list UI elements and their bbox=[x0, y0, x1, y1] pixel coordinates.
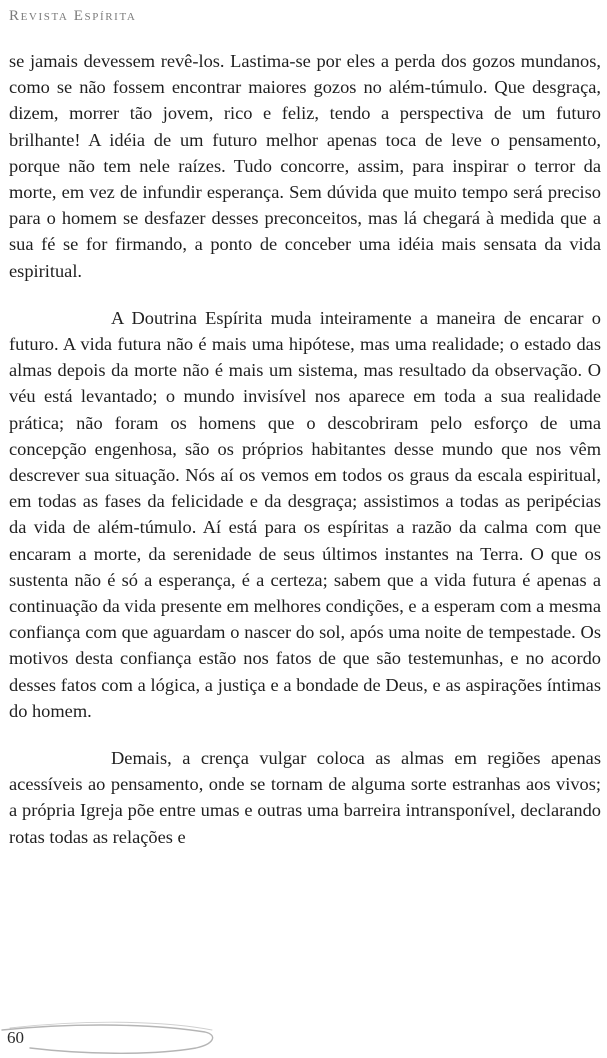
paragraph-doutrina-espirita: A Doutrina Espírita muda inteiramente a maneira de encarar o futuro. A vida futura não é mais uma hipótese, mas uma realidade; o estado das almas depois da morte não é mais um sistema, mas resultado da observação. O véu está levantado; o mundo invisível nos aparece em toda a sua realidade prática; não foram os homens que o descobriram pelo esforço de uma concepção engenhosa, são os próprios habitantes desse mundo que nos vêm descrever sua situação. Nós aí os vemos em todos os graus da escala espiritual, em todas as fases da felicidade e da desgraça; assistimos a todas as peripécias da vida de além-túmulo. Aí está para os espíritas a razão da calma com que encaram a morte, da serenidade de seus últimos instantes na Terra. O que os sustenta não é só a esperança, é a certeza; sabem que a vida futura é apenas a continuação da vida presente em melhores condições, e a esperam com a mesma confiança com que aguardam o nascer do sol, após uma noite de tempestade. Os motivos desta confiança estão nos fatos de que são testemunhas, e no acordo desses fatos com a lógica, a justiça e a bondade de Deus, e as aspirações íntimas do homem. bbox=[9, 307, 601, 721]
paragraph-continuation: se jamais devessem revê-los. Lastima-se por eles a perda dos gozos mundanos, como se não fossem encontrar maiores gozos no além-túmulo. Que desgraça, dizem, morrer tão jovem, rico e feliz, tendo a perspectiva de um futuro brilhante! A idéia de um futuro melhor apenas toca de leve o pensamento, porque não tem nele raízes. Tudo concorre, assim, para inspirar o terror da morte, em vez de infundir esperança. Sem dúvida que muito tempo será preciso para o homem se desfazer desses preconceitos, mas lá chegará à medida que a sua fé se for firmando, a ponto de conceber uma idéia mais sensata da vida espiritual. bbox=[9, 51, 601, 281]
page-footer bbox=[0, 1018, 607, 1058]
page-number: 60 bbox=[7, 1028, 24, 1047]
running-header: Revista Espírita bbox=[9, 8, 137, 24]
page-body bbox=[9, 48, 601, 850]
footer-swoosh-ornament bbox=[0, 1018, 240, 1058]
paragraph-crenca-vulgar: Demais, a crença vulgar coloca as almas em regiões apenas acessíveis ao pensamento, onde se tornam de alguma sorte estranhas aos vivos; a própria Igreja põe entre umas e outras uma barreira intransponível, declarando rotas todas as relações e bbox=[9, 748, 601, 847]
